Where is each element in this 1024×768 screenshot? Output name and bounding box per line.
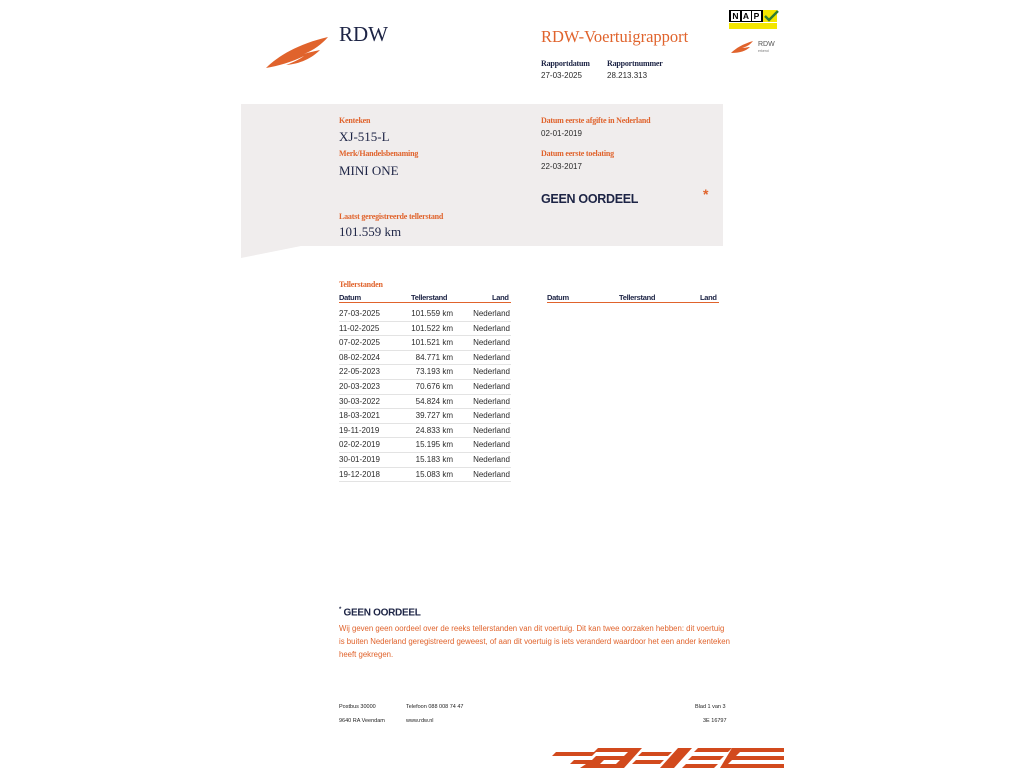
report-number-value: 28.213.313	[607, 71, 648, 80]
report-date-value: 27-03-2025	[541, 71, 582, 80]
note-text: Wij geven geen oordeel over de reeks tellerstanden van dit voertuig. Dit kan twee oorzaken hebben: dit voertuig is buiten Nederland geregistreerd geweest, of aan dit voertuig is iets veranderd waardoor het een ander kenteken heeft gekregen.	[339, 624, 730, 659]
footer-postcode: 9640 RA Veendam	[339, 718, 385, 724]
col-km-header: Tellerstand	[411, 293, 448, 302]
col-km-header-2: Tellerstand	[619, 293, 656, 302]
table-row	[339, 350, 511, 366]
row-km: 73.193 km	[415, 367, 453, 377]
row-km: 15.083 km	[415, 469, 453, 479]
odometer-section-title: Tellerstanden	[339, 280, 383, 289]
panel-tail	[241, 246, 301, 258]
row-date: 27-03-2025	[339, 309, 380, 318]
table-row	[339, 452, 511, 468]
row-country: Nederland	[473, 382, 510, 391]
table-row	[339, 364, 511, 380]
table-row	[339, 379, 511, 395]
rdw-erkend-icon	[730, 40, 754, 54]
table-row	[339, 437, 511, 453]
row-country: Nederland	[473, 396, 510, 406]
table-header-rule	[339, 302, 511, 303]
footer-phone: Telefoon 088 008 74 47	[406, 704, 464, 710]
note-title	[339, 607, 421, 618]
brand-name: RDW	[339, 22, 388, 46]
row-date: 30-03-2022	[339, 396, 380, 406]
plate-value: XJ-515-L	[339, 129, 390, 144]
make-label: Merk/Handelsbenaming	[339, 149, 419, 158]
last-odometer-value: 101.559 km	[339, 224, 402, 239]
rdw-logo-icon	[264, 34, 332, 70]
row-km: 101.521 km	[411, 338, 453, 348]
report-date-label: Rapportdatum	[541, 59, 590, 68]
note-asterisk: *	[339, 607, 342, 613]
row-date: 19-12-2018	[339, 469, 380, 479]
row-country: Nederland	[473, 469, 510, 479]
table-row	[339, 408, 511, 424]
last-odometer-label: Laatst geregistreerde tellerstand	[339, 212, 444, 221]
col-date-header: Datum	[339, 293, 361, 302]
row-km: 84.771 km	[415, 352, 453, 362]
row-date: 07-02-2025	[339, 338, 380, 348]
table-row	[339, 321, 511, 337]
report-title: RDW-Voertuigrapport	[541, 27, 689, 46]
row-date: 30-01-2019	[339, 455, 380, 464]
row-country: Nederland	[473, 455, 510, 464]
table-row	[339, 423, 511, 439]
nap-letter-p: P	[753, 11, 760, 21]
row-km: 101.559 km	[411, 309, 453, 318]
row-km: 70.676 km	[415, 382, 453, 391]
report-number-label: Rapportnummer	[607, 59, 663, 68]
table-row	[339, 467, 511, 483]
first-nl-value: 02-01-2019	[541, 129, 582, 138]
table-row	[339, 394, 511, 410]
nap-logo	[729, 10, 779, 30]
note-title-text: GEEN OORDEEL	[343, 607, 421, 619]
row-country: Nederland	[473, 367, 510, 377]
first-nl-label: Datum eerste afgifte in Nederland	[541, 116, 651, 125]
row-km: 15.183 km	[415, 455, 453, 464]
col-country-header-2: Land	[700, 293, 717, 302]
footer-stripes-graphic	[552, 746, 784, 768]
verdict-asterisk: *	[703, 186, 709, 202]
footer-postbox: Postbus 30000	[339, 704, 376, 710]
footer-page: Blad 1 van 3	[695, 704, 726, 710]
row-km: 101.522 km	[411, 323, 453, 333]
row-date: 18-03-2021	[339, 411, 380, 421]
row-km: 54.824 km	[415, 396, 453, 406]
table-header-rule-2	[547, 302, 719, 303]
first-admission-label: Datum eerste toelating	[541, 149, 614, 158]
row-country: Nederland	[473, 338, 510, 348]
row-country: Nederland	[473, 411, 510, 421]
check-icon	[763, 10, 779, 22]
row-date: 02-02-2019	[339, 440, 380, 450]
col-country-header: Land	[492, 293, 509, 302]
row-date: 11-02-2025	[339, 323, 380, 333]
row-date: 20-03-2023	[339, 382, 380, 391]
nap-letter-n: N	[732, 11, 739, 21]
nap-letter-a: A	[742, 11, 750, 21]
table-row	[339, 306, 511, 322]
footer-website[interactable]: www.rdw.nl	[406, 718, 434, 724]
row-km: 24.833 km	[415, 425, 453, 435]
row-country: Nederland	[473, 323, 510, 333]
plate-label: Kenteken	[339, 116, 371, 125]
row-date: 19-11-2019	[339, 425, 380, 435]
make-value: MINI ONE	[339, 163, 399, 178]
badge-subtext: erkend	[758, 49, 769, 53]
row-country: Nederland	[473, 425, 510, 435]
badge-text: RDW	[758, 41, 775, 48]
footer-code: 3E 16797	[703, 718, 727, 724]
row-km: 39.727 km	[415, 411, 453, 421]
row-country: Nederland	[473, 440, 510, 450]
row-date: 08-02-2024	[339, 352, 380, 362]
row-country: Nederland	[473, 309, 510, 318]
row-country: Nederland	[473, 352, 510, 362]
verdict: GEEN OORDEEL	[541, 192, 639, 206]
row-date: 22-05-2023	[339, 367, 380, 377]
first-admission-value: 22-03-2017	[541, 162, 582, 171]
row-km: 15.195 km	[415, 440, 453, 450]
table-row	[339, 335, 511, 351]
vehicle-info-panel	[241, 104, 723, 246]
col-date-header-2: Datum	[547, 293, 569, 302]
